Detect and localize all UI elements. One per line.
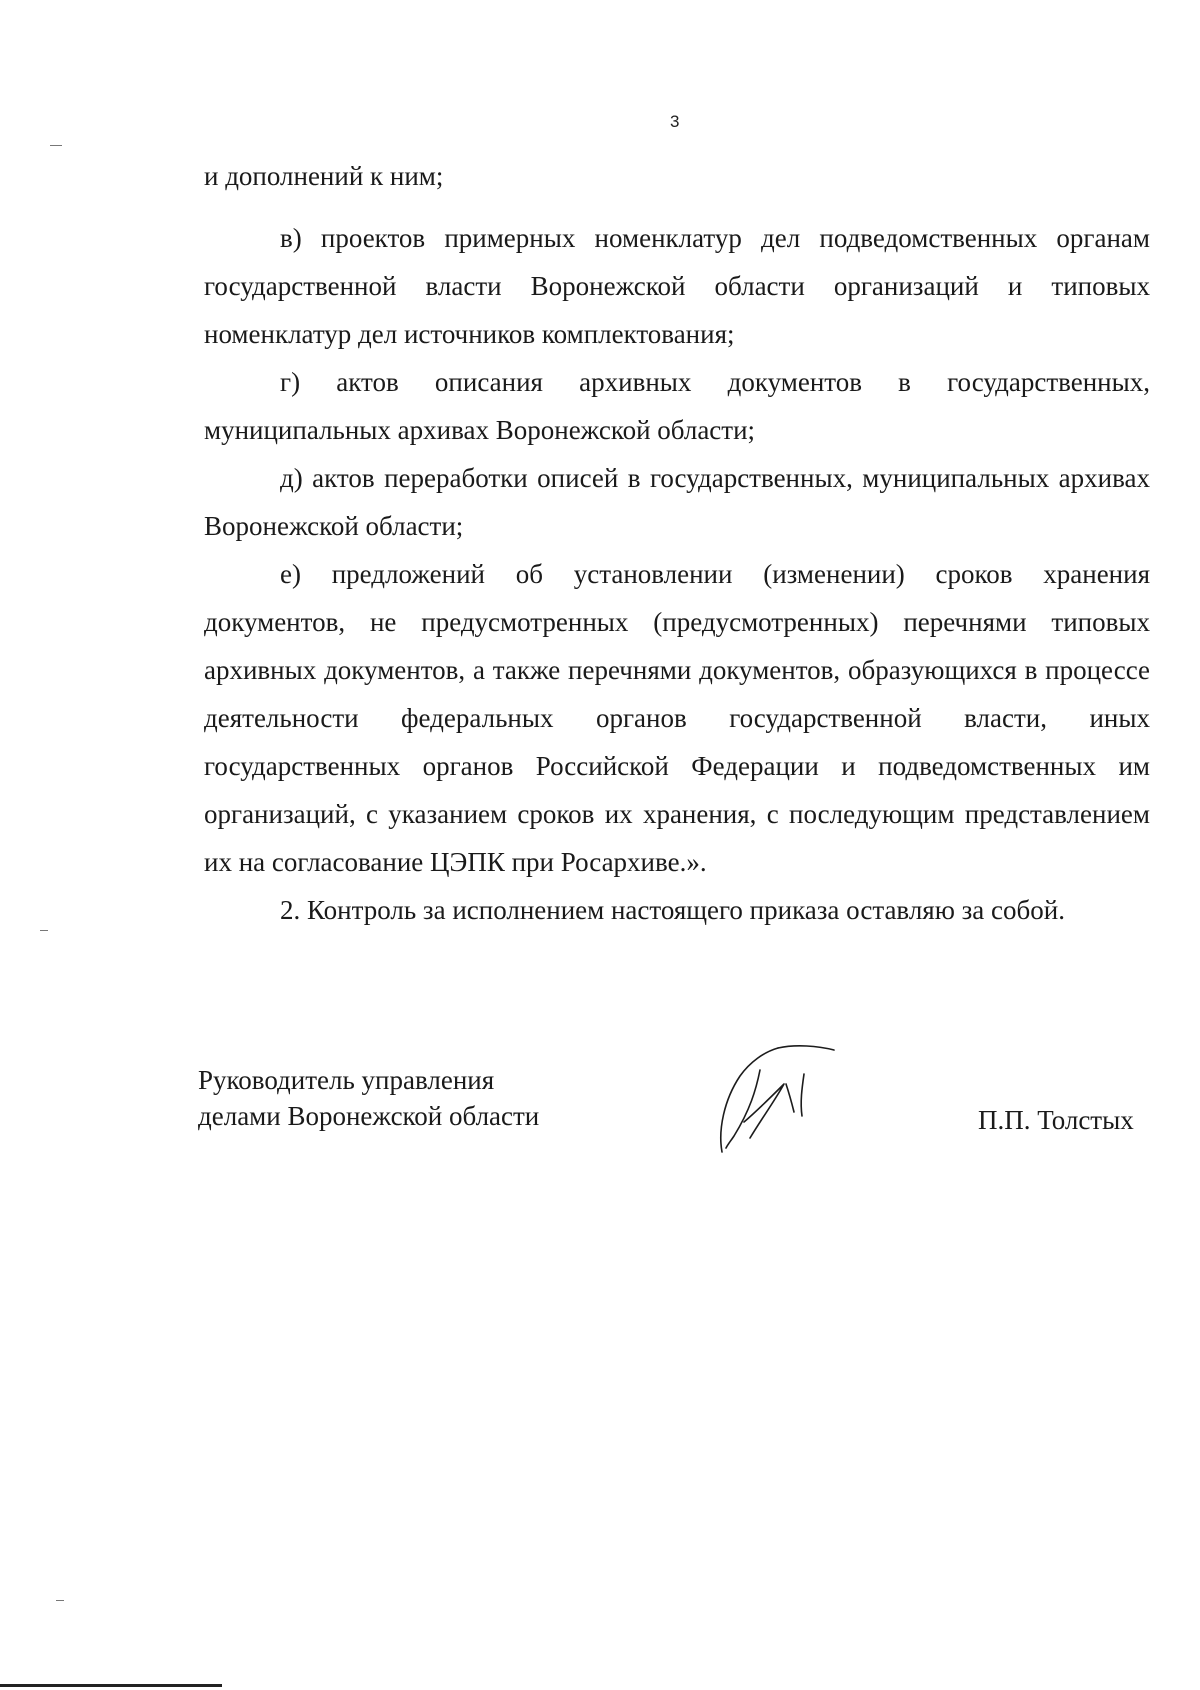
signature-stroke bbox=[786, 1084, 794, 1112]
paragraph-item-2: 2. Контроль за исполнением настоящего приказа оставляю за собой. bbox=[280, 895, 1065, 925]
margin-mark bbox=[40, 930, 48, 931]
bottom-rule bbox=[0, 1684, 222, 1687]
page-number: 3 bbox=[670, 112, 680, 131]
signatory-position-line1: Руководитель управления bbox=[198, 1065, 495, 1095]
signature-stroke bbox=[744, 1084, 784, 1138]
margin-mark bbox=[50, 145, 62, 146]
paragraph-item-g: г) актов описания архивных документов в государственных, муниципальных архивах Воронежской области; bbox=[204, 367, 1150, 445]
signatory-name: П.П. Толстых bbox=[978, 1105, 1134, 1135]
paragraph-item-e: е) предложений об установлении (изменении) сроков хранения документов, не предусмотренных (предусмотренных) перечнями типовых архивных документов, а также перечнями документов, образующихся в процессе деятельности федеральных органов государственной власти, иных государственных органов Российской Федерации и подведомственных им организаций, с указанием сроков их хранения, с последующим представлением их на согласование ЦЭПК при Росархиве.». bbox=[204, 559, 1150, 877]
handwritten-signature bbox=[700, 1040, 840, 1160]
paragraph-continuation: и дополнений к ним; bbox=[204, 161, 444, 191]
signature-stroke bbox=[801, 1074, 804, 1116]
signatory-position-line2: делами Воронежской области bbox=[198, 1101, 540, 1131]
margin-mark bbox=[56, 1600, 64, 1601]
paragraph-item-v: в) проектов примерных номенклатур дел подведомственных органам государственной власти Воронежской области организаций и типовых номенклатур дел источников комплектования; bbox=[204, 223, 1150, 349]
signatory-position bbox=[198, 1062, 539, 1134]
paragraph-item-d: д) актов переработки описей в государственных, муниципальных архивах Воронежской области; bbox=[204, 463, 1150, 541]
signature-stroke bbox=[726, 1070, 760, 1148]
signature-stroke bbox=[721, 1048, 778, 1152]
signature-stroke bbox=[778, 1046, 834, 1050]
